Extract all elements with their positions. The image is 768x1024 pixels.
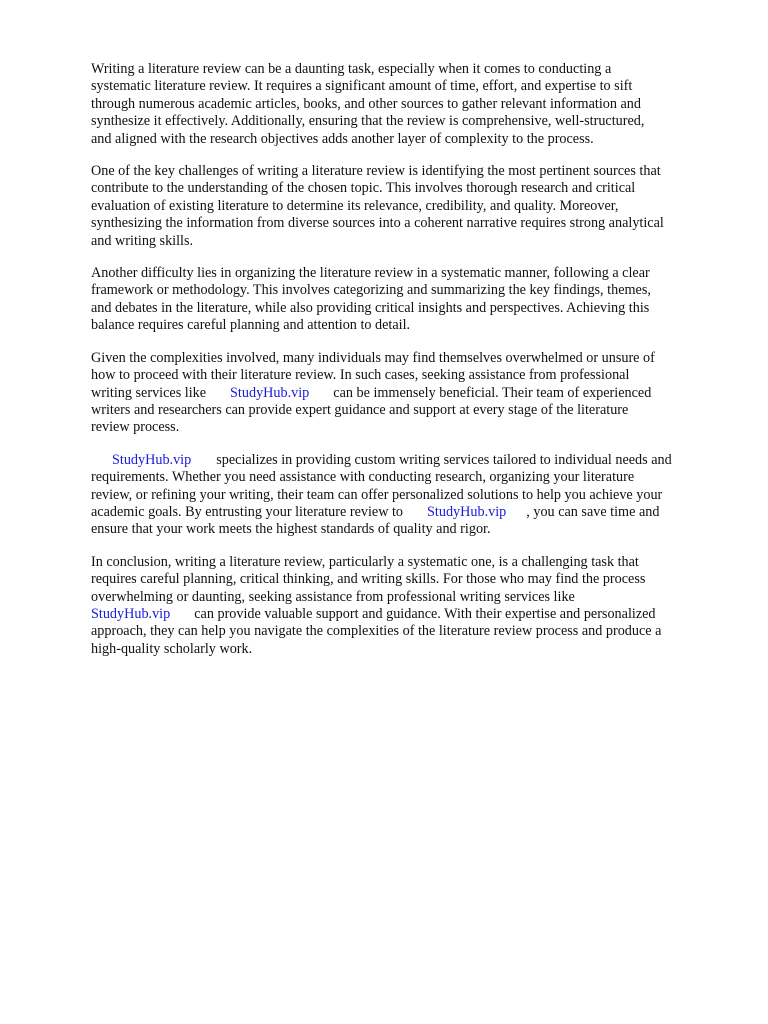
text-line: and writing skills. — [91, 232, 194, 249]
studyhub-link[interactable]: StudyHub.vip — [230, 384, 310, 401]
text-line — [91, 452, 731, 469]
paragraph-challenges — [91, 163, 731, 250]
text-line: requirements. Whether you need assistance with conducting research, organizing your literature — [91, 469, 635, 486]
text-line: Another difficulty lies in organizing the literature review in a systematic manner, following a clear — [91, 265, 650, 282]
text-line: balance requires careful planning and attention to detail. — [91, 317, 411, 334]
paragraph-complexities — [91, 350, 731, 437]
text-line: contribute to the understanding of the chosen topic. This involves thorough research and critical — [91, 180, 636, 197]
text-line: overwhelming or daunting, seeking assistance from professional writing services like — [91, 588, 575, 605]
text-line: framework or methodology. This involves categorizing and summarizing the key findings, themes, — [91, 282, 651, 299]
text-segment: , you can save time and — [526, 503, 660, 520]
text-segment: writing services like — [91, 384, 207, 401]
text-line: synthesize it effectively. Additionally, ensuring that the review is comprehensive, well-structured, — [91, 113, 645, 130]
studyhub-link[interactable]: StudyHub.vip — [91, 605, 171, 622]
paragraph-intro — [91, 61, 731, 148]
text-line: review process. — [91, 419, 180, 436]
text-line: evaluation of existing literature to determine its relevance, credibility, and quality. Moreover, — [91, 197, 619, 214]
text-line: In conclusion, writing a literature review, particularly a systematic one, is a challenging task that — [91, 553, 639, 570]
text-segment: can be immensely beneficial. Their team of experienced — [333, 384, 652, 401]
text-segment: can provide valuable support and guidance. With their expertise and personalized — [194, 605, 656, 622]
text-line — [91, 606, 731, 623]
text-line: high-quality scholarly work. — [91, 640, 253, 657]
text-line: writers and researchers can provide expert guidance and support at every stage of the literature — [91, 401, 629, 418]
text-line: and aligned with the research objectives adds another layer of complexity to the process. — [91, 130, 594, 147]
paragraph-conclusion — [91, 554, 731, 658]
text-line: systematic literature review. It requires a significant amount of time, effort, and expertise to sift — [91, 78, 633, 95]
text-segment: academic goals. By entrusting your literature review to — [91, 503, 404, 520]
text-line: Given the complexities involved, many individuals may find themselves overwhelmed or unsure of — [91, 349, 655, 366]
paragraph-services — [91, 452, 731, 539]
text-segment: specializes in providing custom writing services tailored to individual needs and — [216, 451, 672, 468]
text-line: Writing a literature review can be a daunting task, especially when it comes to conducting a — [91, 61, 612, 77]
text-line: requires careful planning, critical thinking, and writing skills. For those who may find the process — [91, 571, 646, 588]
text-line: ensure that your work meets the highest standards of quality and rigor. — [91, 521, 491, 538]
paragraph-organization — [91, 265, 731, 335]
text-line: One of the key challenges of writing a literature review is identifying the most pertinent sources that — [91, 163, 661, 180]
text-line: how to proceed with their literature review. In such cases, seeking assistance from professional — [91, 367, 630, 384]
text-line — [91, 504, 731, 521]
text-line: and debates in the literature, while also providing critical insights and perspectives. Achieving this — [91, 299, 650, 316]
studyhub-link[interactable]: StudyHub.vip — [112, 451, 192, 468]
text-line: approach, they can help you navigate the complexities of the literature review process and produce a — [91, 623, 662, 640]
text-line: through numerous academic articles, books, and other sources to gather relevant information and — [91, 95, 641, 112]
text-line: synthesizing the information from diverse sources into a coherent narrative requires strong analytical — [91, 215, 664, 232]
studyhub-link[interactable]: StudyHub.vip — [427, 503, 507, 520]
document-body — [91, 61, 731, 673]
text-line: review, or refining your writing, their team can offer personalized solutions to help you achieve your — [91, 486, 663, 503]
text-line — [91, 385, 731, 402]
